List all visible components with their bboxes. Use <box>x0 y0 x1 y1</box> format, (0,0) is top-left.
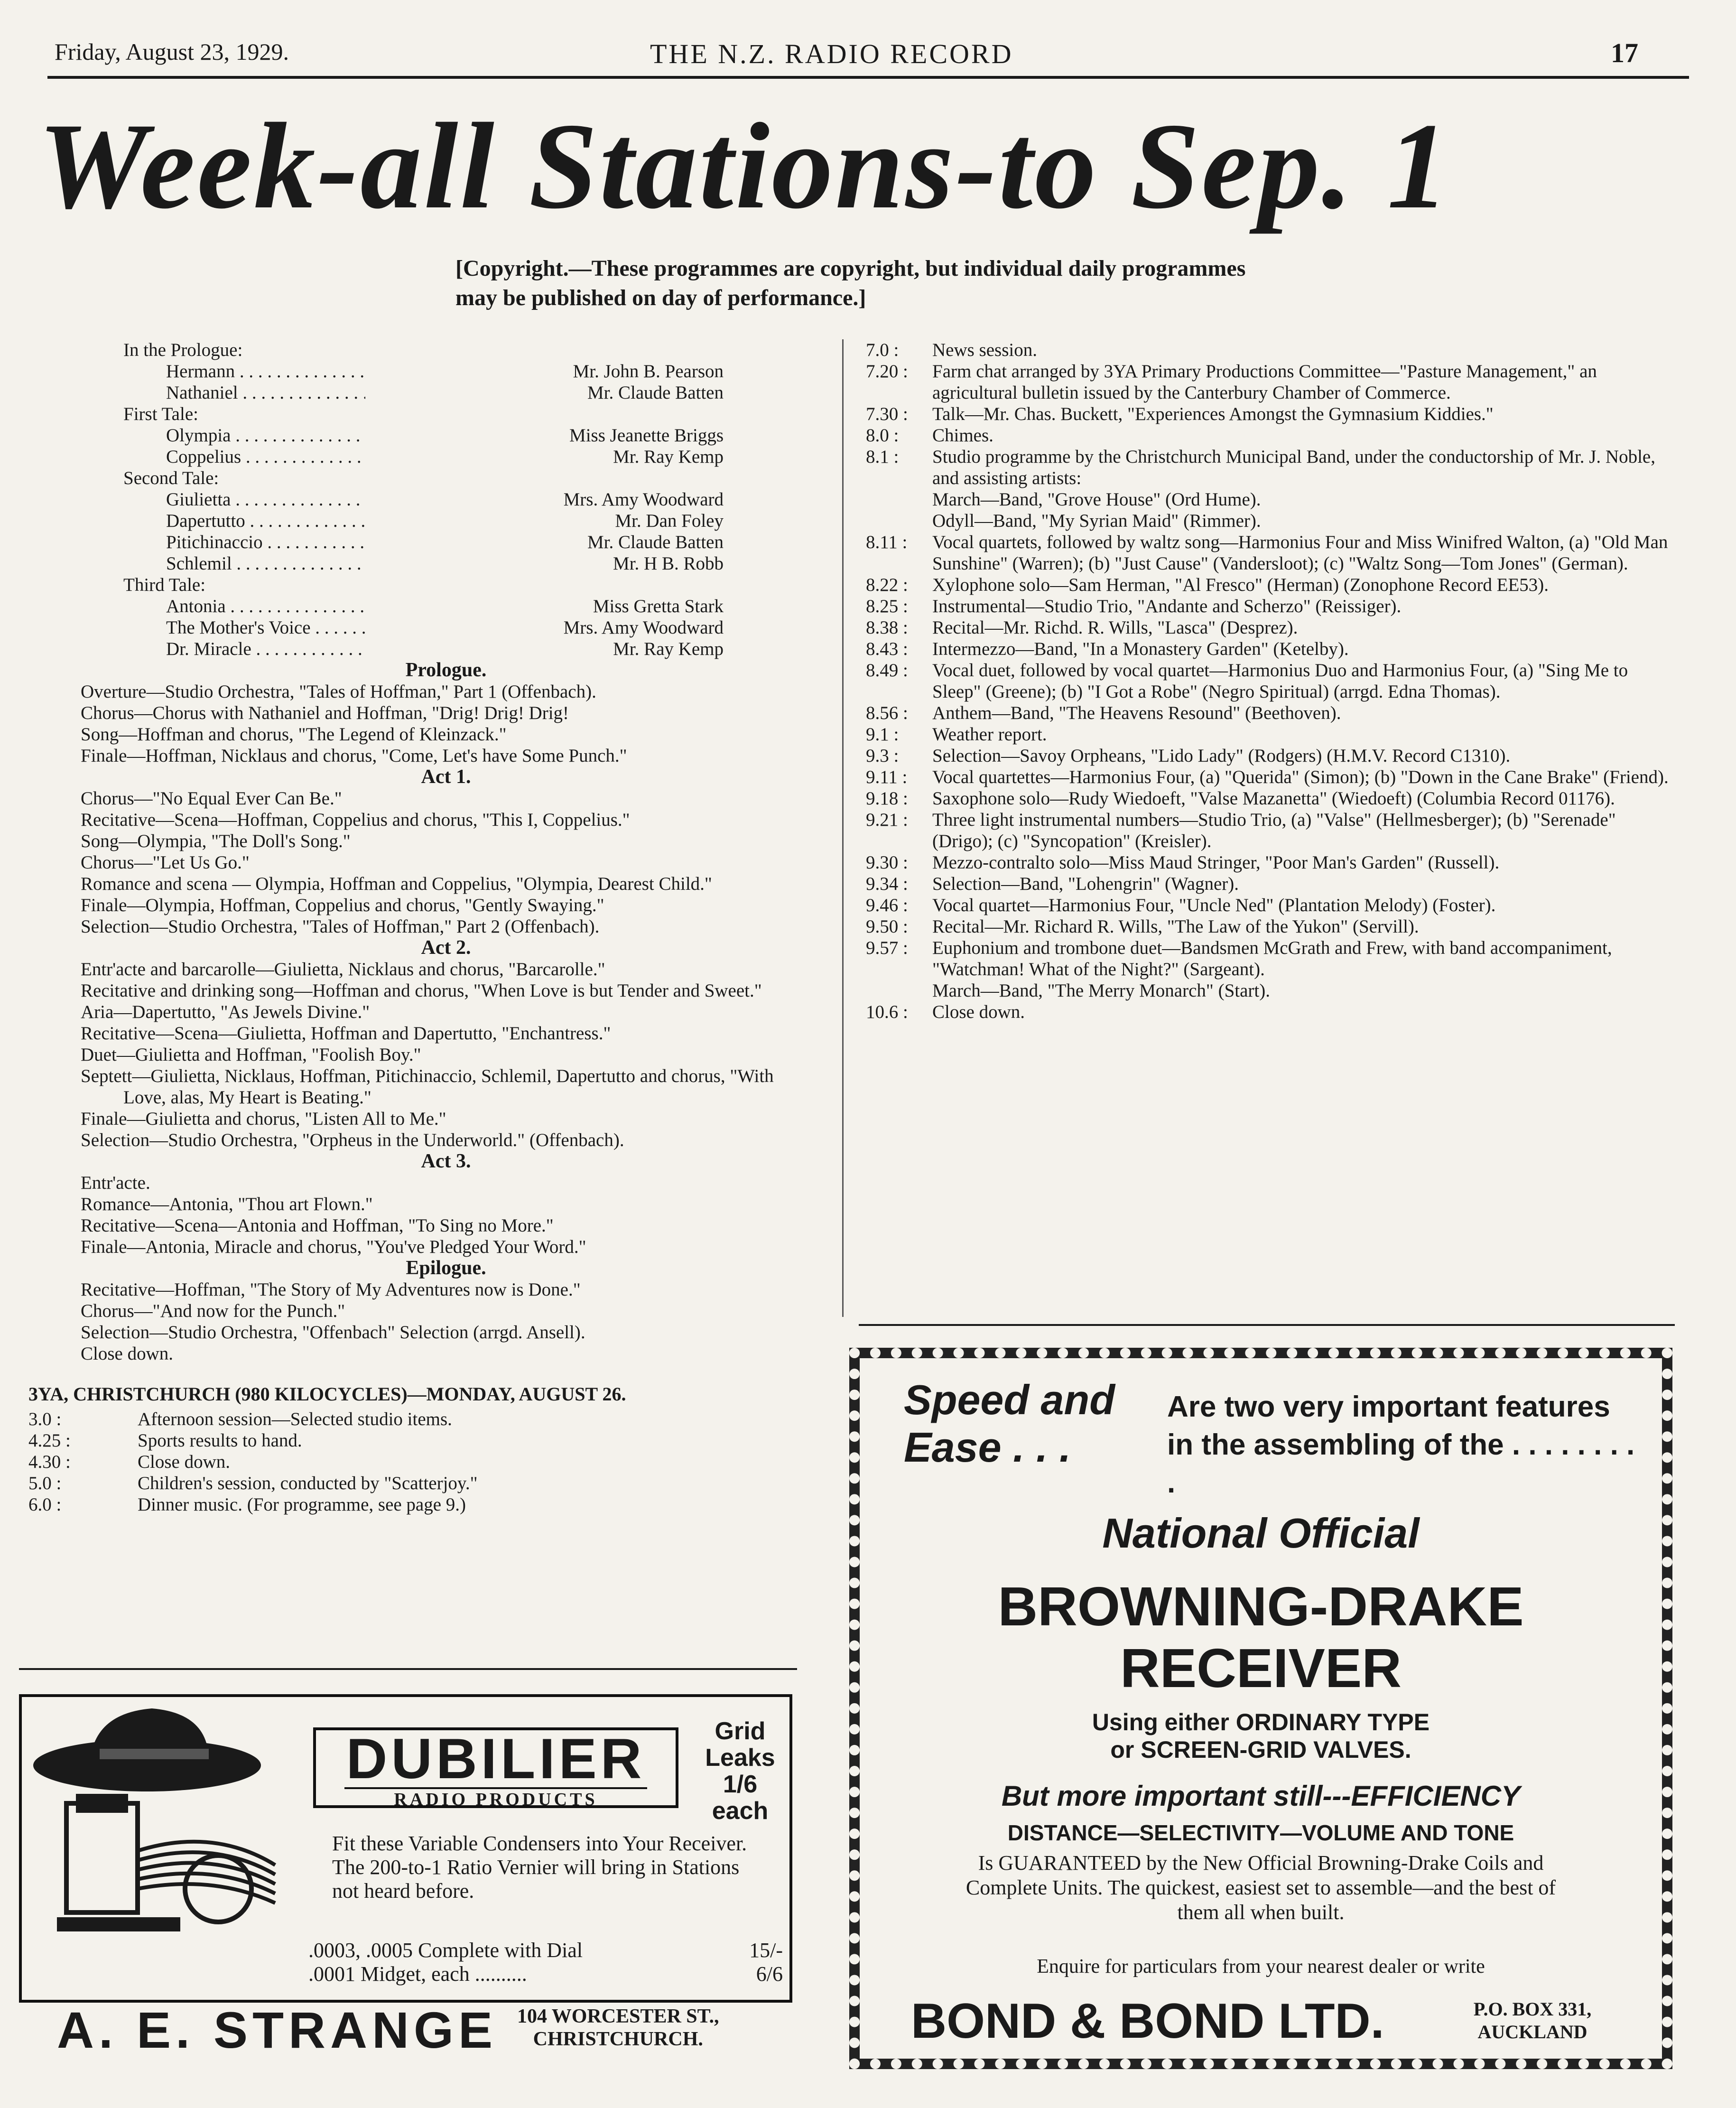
schedule-text: Close down. <box>138 1452 230 1472</box>
schedule-text: Close down. <box>932 1002 1025 1022</box>
price-row <box>308 1939 783 1962</box>
schedule-time: 8.11 : <box>866 532 908 552</box>
schedule-row <box>866 574 1672 596</box>
schedule-time: 4.25 : <box>28 1430 71 1451</box>
programme-item: Entr'acte. <box>81 1173 150 1193</box>
left-end-rule <box>19 1668 797 1670</box>
programme-item: Selection—Studio Orchestra, "Offenbach" Selection (arrgd. Ansell). <box>81 1322 585 1343</box>
schedule-row <box>866 617 1672 638</box>
cast-role: Giulietta . . . <box>81 489 365 510</box>
programme-item: Chorus—"Let Us Go." <box>81 852 250 873</box>
schedule-text: Intermezzo—Band, "In a Monastery Garden" (Ketelby). <box>932 639 1349 659</box>
schedule-time: 9.46 : <box>866 895 908 915</box>
schedule-time <box>866 489 932 510</box>
dealer-address-line: CHRISTCHURCH. <box>533 2028 703 2050</box>
schedule-row <box>866 895 1672 916</box>
cast-actor: Mr. John B. Pearson <box>573 361 724 382</box>
valve-options <box>849 1708 1672 1763</box>
schedule-time <box>866 510 932 532</box>
dealer-address-line: 104 WORCESTER ST., <box>517 2005 719 2027</box>
programme-item: Romance and scena — Olympia, Hoffman and Coppelius, "Olympia, Dearest Child." <box>81 874 712 894</box>
programme-item: Finale—Hoffman, Nicklaus and chorus, "Come, Let's have Some Punch." <box>81 746 627 766</box>
programme-item: Chorus—"No Equal Ever Can Be." <box>81 788 342 809</box>
speed-and-ease-slogan <box>904 1376 1141 1471</box>
schedule-time: 7.0 : <box>866 340 899 360</box>
page-banner: Week-all Stations-to Sep. 1 <box>38 98 1451 234</box>
cast-heading: Second Tale: <box>123 468 219 488</box>
price-value: 6/6 <box>756 1962 783 1986</box>
schedule-text: Selection—Band, "Lohengrin" (Wagner). <box>932 874 1239 894</box>
schedule-time: 4.30 : <box>28 1452 71 1472</box>
schedule-time: 9.50 : <box>866 916 908 937</box>
schedule-time: 5.0 : <box>28 1473 62 1493</box>
cast-role: Coppelius . . . <box>81 446 365 467</box>
cast-role: Schlemil . . . <box>81 553 365 574</box>
schedule-text: Chimes. <box>932 425 993 446</box>
programme-item: Finale—Giulietta and chorus, "Listen All to Me." <box>81 1109 446 1129</box>
schedule-text: Children's session, conducted by "Scatterjoy." <box>138 1473 478 1493</box>
schedule-text: Euphonium and trombone duet—Bandsmen McGrath and Frew, with band accompaniment, "Watchman! What of the Night?" (Sargeant). <box>932 938 1612 979</box>
schedule-row <box>28 1451 811 1473</box>
programme-item: Finale—Olympia, Hoffman, Coppelius and chorus, "Gently Swaying." <box>81 895 604 915</box>
cast-row <box>81 638 811 660</box>
schedule-time: 8.56 : <box>866 703 908 723</box>
publication-title: THE N.Z. RADIO RECORD <box>650 38 1013 69</box>
company-name: BOND & BOND LTD. <box>911 1994 1384 2049</box>
cast-role: Olympia . . . <box>81 425 365 446</box>
schedule-text: Sports results to hand. <box>138 1430 302 1451</box>
schedule-row <box>866 873 1672 895</box>
schedule-time: 8.49 : <box>866 660 908 681</box>
schedule-time: 8.0 : <box>866 425 899 446</box>
schedule-row <box>866 425 1672 446</box>
national-official: National Official <box>1102 1510 1420 1557</box>
cast-role: Nathaniel . . . <box>81 382 365 403</box>
schedule-row <box>866 489 1672 510</box>
schedule-row <box>866 510 1672 532</box>
distance-features: DISTANCE—SELECTIVITY—VOLUME AND TONE <box>1007 1820 1514 1845</box>
grid-leaks-line: Grid <box>715 1717 766 1745</box>
cast-row <box>81 425 811 446</box>
programme-item: Duet—Giulietta and Hoffman, "Foolish Boy." <box>81 1045 421 1065</box>
programme-item: Close down. <box>81 1343 173 1364</box>
schedule-text: Studio programme by the Christchurch Municipal Band, under the conductorship of Mr. J. Noble, and assisting artists: <box>932 447 1655 488</box>
schedule-row <box>866 532 1672 574</box>
schedule-text: Talk—Mr. Chas. Buckett, "Experiences Amongst the Gymnasium Kiddies." <box>932 404 1494 424</box>
product-name-line: RECEIVER <box>1120 1637 1402 1699</box>
valve-options-line: Using either ORDINARY TYPE <box>1092 1709 1430 1735</box>
cast-actor: Miss Jeanette Briggs <box>569 425 724 446</box>
dubilier-price-list <box>308 1939 783 1986</box>
programme-end-rule <box>859 1324 1675 1326</box>
cast-role: Hermann . . . <box>81 361 365 382</box>
schedule-text: News session. <box>932 340 1037 360</box>
programme-item: Septett—Giulietta, Nicklaus, Hoffman, Pitichinaccio, Schlemil, Dapertutto and chorus, "With Love, alas, My Heart is Beating." <box>81 1066 774 1108</box>
cast-actor: Miss Gretta Stark <box>593 596 724 616</box>
programme-item: Overture—Studio Orchestra, "Tales of Hoffman," Part 1 (Offenbach). <box>81 681 596 702</box>
schedule-time: 8.1 : <box>866 447 899 467</box>
slogan-line: Speed and <box>904 1376 1115 1423</box>
section-title: Act 2. <box>421 937 471 959</box>
product-name <box>849 1576 1672 1699</box>
schedule-time: 9.57 : <box>866 938 908 958</box>
schedule-text: Dinner music. (For programme, see page 9.) <box>138 1494 466 1515</box>
grid-leaks-offer <box>697 1718 783 1824</box>
schedule-row <box>866 1001 1672 1023</box>
section-title: Act 3. <box>421 1150 471 1172</box>
price-row <box>308 1962 783 1986</box>
cast-row <box>81 361 811 382</box>
grid-leaks-line: 1/6 <box>723 1771 758 1798</box>
valve-options-line: or SCREEN-GRID VALVES. <box>1110 1736 1411 1763</box>
schedule-row <box>866 937 1672 980</box>
schedule-row <box>866 724 1672 745</box>
schedule-row <box>866 446 1672 489</box>
schedule-row <box>866 788 1672 809</box>
schedule-text: Mezzo-contralto solo—Miss Maud Stringer, "Poor Man's Garden" (Russell). <box>932 852 1500 873</box>
schedule-time: 9.21 : <box>866 810 908 830</box>
schedule-text: March—Band, "Grove House" (Ord Hume). <box>932 489 1261 510</box>
price-item: .0003, .0005 Complete with Dial <box>308 1939 583 1962</box>
price-value: 15/- <box>749 1939 783 1962</box>
schedule-time: 9.30 : <box>866 852 908 873</box>
schedule-text: Recital—Mr. Richard R. Wills, "The Law of the Yukon" (Servill). <box>932 916 1419 937</box>
programme-item: Song—Hoffman and chorus, "The Legend of Kleinzack." <box>81 724 507 745</box>
schedule-row <box>28 1408 811 1430</box>
schedule-row <box>866 916 1672 937</box>
programme-item: Selection—Studio Orchestra, "Orpheus in the Underworld." (Offenbach). <box>81 1130 624 1150</box>
programme-item: Finale—Antonia, Miracle and chorus, "You've Pledged Your Word." <box>81 1237 586 1257</box>
dubilier-brand: DUBILIER <box>346 1727 646 1791</box>
product-name-line: BROWNING-DRAKE <box>998 1576 1524 1637</box>
page-number: 17 <box>1611 37 1638 68</box>
schedule-time: 7.30 : <box>866 404 908 424</box>
cast-actor: Mr. Ray Kemp <box>613 639 724 659</box>
schedule-time: 3.0 : <box>28 1409 62 1429</box>
programme-item: Chorus—Chorus with Nathaniel and Hoffman, "Drig! Drig! Drig! <box>81 703 569 723</box>
schedule-time <box>866 980 932 1001</box>
dubilier-body-text: Fit these Variable Condensers into Your Receiver. The 200-to-1 Ratio Vernier will bring in Stations not heard before. <box>332 1832 747 1903</box>
cast-heading: Third Tale: <box>123 575 206 595</box>
schedule-text: Selection—Savoy Orpheans, "Lido Lady" (Rodgers) (H.M.V. Record C1310). <box>932 746 1511 766</box>
schedule-time: 9.34 : <box>866 874 908 894</box>
schedule-text: Three light instrumental numbers—Studio Trio, (a) "Valse" (Hellmesberger); (b) "Serenade" (Drigo); (c) "Syncopation" (Kreisler). <box>932 810 1616 851</box>
cast-row <box>81 553 811 574</box>
schedule-text: Weather report. <box>932 724 1047 745</box>
schedule-row <box>866 361 1672 403</box>
cast-role: Pitichinaccio . . . <box>81 532 365 553</box>
schedule-time: 7.20 : <box>866 361 908 382</box>
section-title: Prologue. <box>405 659 487 681</box>
programme-item: Romance—Antonia, "Thou art Flown." <box>81 1194 373 1214</box>
schedule-text: Recital—Mr. Richd. R. Wills, "Lasca" (Desprez). <box>932 617 1298 638</box>
schedule-time: 6.0 : <box>28 1494 62 1515</box>
schedule-text: Odyll—Band, "My Syrian Maid" (Rimmer). <box>932 511 1261 531</box>
hat-condenser-illustration-icon <box>28 1708 294 1955</box>
programme-item: Recitative—Scena—Hoffman, Coppelius and chorus, "This I, Coppelius." <box>81 810 630 830</box>
grid-leaks-line: each <box>712 1797 769 1825</box>
schedule-time: 10.6 : <box>866 1002 908 1022</box>
features-text: Are two very important features in the assembling of the . . . . . . . . . <box>1167 1390 1635 1499</box>
cast-actor: Mrs. Amy Woodward <box>563 489 724 510</box>
cast-row <box>81 532 811 553</box>
programme-item: Aria—Dapertutto, "As Jewels Divine." <box>81 1002 370 1022</box>
station-heading: 3YA, CHRISTCHURCH (980 KILOCYCLES)—MONDAY, AUGUST 26. <box>28 1383 626 1405</box>
schedule-text: Anthem—Band, "The Heavens Resound" (Beethoven). <box>932 703 1341 723</box>
schedule-time: 8.22 : <box>866 575 908 595</box>
cast-row <box>81 617 811 638</box>
cast-actor: Mr. H B. Robb <box>613 553 724 574</box>
company-address-line: P.O. BOX 331, <box>1473 1998 1592 2020</box>
schedule-time: 8.43 : <box>866 639 908 659</box>
cast-role: Dapertutto . . . <box>81 510 365 532</box>
schedule-text: Vocal quartet—Harmonius Four, "Uncle Ned" (Plantation Melody) (Foster). <box>932 895 1496 915</box>
dubilier-brand-sub: RADIO PRODUCTS <box>344 1787 647 1810</box>
schedule-text: Xylophone solo—Sam Herman, "Al Fresco" (Herman) (Zonophone Record EE53). <box>932 575 1549 595</box>
schedule-text: Instrumental—Studio Trio, "Andante and Scherzo" (Reissiger). <box>932 596 1402 616</box>
company-address <box>1433 1998 1632 2043</box>
enquire-text: Enquire for particulars from your nearest dealer or write <box>1037 1956 1485 1977</box>
schedule-row <box>866 638 1672 660</box>
issue-date: Friday, August 23, 1929. <box>55 38 289 65</box>
dubilier-logo <box>313 1727 678 1808</box>
cast-row <box>81 446 811 467</box>
evening-schedule <box>866 339 1672 1023</box>
programme-item: Recitative—Scena—Giulietta, Hoffman and Dapertutto, "Enchantress." <box>81 1023 611 1044</box>
left-column <box>28 339 811 1515</box>
page-header <box>0 0 1736 85</box>
efficiency-slogan: But more important still---EFFICIENCY <box>1001 1780 1521 1812</box>
schedule-row <box>866 660 1672 702</box>
right-column <box>866 339 1672 1023</box>
schedule-row <box>866 980 1672 1001</box>
schedule-text: Saxophone solo—Rudy Wiedoeft, "Valse Mazanetta" (Wiedoeft) (Columbia Record 01176). <box>932 788 1615 809</box>
schedule-row <box>28 1473 811 1494</box>
schedule-row <box>866 809 1672 852</box>
schedule-row <box>28 1494 811 1515</box>
cast-actor: Mr. Ray Kemp <box>613 447 724 467</box>
programme-item: Song—Olympia, "The Doll's Song." <box>81 831 351 851</box>
schedule-text: Farm chat arranged by 3YA Primary Productions Committee—"Pasture Management," an agricultural bulletin issued by the Canterbury Chamber of Commerce. <box>932 361 1597 403</box>
dealer-name: A. E. STRANGE <box>57 2001 498 2059</box>
schedule-row <box>866 403 1672 425</box>
schedule-row <box>866 702 1672 724</box>
cast-row <box>81 489 811 510</box>
programme-item: Chorus—"And now for the Punch." <box>81 1301 345 1321</box>
schedule-time: 9.3 : <box>866 746 899 766</box>
schedule-row <box>866 339 1672 361</box>
programme-item: Selection—Studio Orchestra, "Tales of Hoffman," Part 2 (Offenbach). <box>81 916 600 937</box>
grid-leaks-line: Leaks <box>705 1744 775 1772</box>
schedule-text: Vocal quartettes—Harmonius Four, (a) "Querida" (Simon); (b) "Down in the Cane Brake" (Friend). <box>932 767 1669 787</box>
schedule-text: Vocal duet, followed by vocal quartet—Harmonius Duo and Harmonius Four, (a) "Sing Me to Sleep" (Greene); (b) "I Got a Robe" (Negro Spiritual) (arrgd. Edna Thomas). <box>932 660 1628 702</box>
cast-row <box>81 510 811 532</box>
programme-item: Recitative—Hoffman, "The Story of My Adventures now is Done." <box>81 1279 581 1300</box>
schedule-row <box>866 766 1672 788</box>
cast-list <box>81 339 811 660</box>
section-title: Epilogue. <box>406 1257 486 1279</box>
schedule-time: 9.1 : <box>866 724 899 745</box>
programme-item: Recitative and drinking song—Hoffman and chorus, "When Love is but Tender and Sweet." <box>81 980 762 1001</box>
schedule-text: March—Band, "The Merry Monarch" (Start). <box>932 980 1270 1001</box>
company-address-line: AUCKLAND <box>1477 2021 1587 2043</box>
copyright-notice: [Copyright.—These programmes are copyright, but individual daily programmes may be published on day of performance.] <box>455 256 1246 310</box>
schedule-time: 8.25 : <box>866 596 908 616</box>
header-rule <box>47 76 1689 79</box>
cast-actor: Mrs. Amy Woodward <box>563 617 724 638</box>
schedule-text: Vocal quartets, followed by waltz song—Harmonius Four and Miss Winifred Walton, (a) "Old Man Sunshine" (Warren); (b) "Just Cause" (Vandersloot); (c) "Waltz Song—Tom Jones" (German). <box>932 532 1668 574</box>
schedule-time: 9.18 : <box>866 788 908 809</box>
section-title: Act 1. <box>421 766 471 788</box>
schedule-row <box>866 596 1672 617</box>
price-item: .0001 Midget, each .......... <box>308 1962 527 1986</box>
column-divider <box>842 339 844 1317</box>
programme-item: Entr'acte and barcarolle—Giulietta, Nicklaus and chorus, "Barcarolle." <box>81 959 605 979</box>
schedule-row <box>866 852 1672 873</box>
cast-role: Dr. Miracle . . . <box>81 638 365 660</box>
cast-row <box>81 382 811 403</box>
cast-actor: Mr. Claude Batten <box>587 382 724 403</box>
cast-actor: Mr. Claude Batten <box>587 532 724 552</box>
slogan-line: Ease . . . <box>904 1424 1071 1471</box>
dealer-address <box>517 2005 719 2051</box>
schedule-row <box>866 745 1672 766</box>
cast-role: The Mother's Voice . . . <box>81 617 365 638</box>
schedule-text: Afternoon session—Selected studio items. <box>138 1409 452 1429</box>
station-schedule <box>28 1408 811 1515</box>
guarantee-text: Is GUARANTEED by the New Official Browning-Drake Coils and Complete Units. The quickest, easiest set to assemble—and the best of them all when built. <box>965 1851 1556 1924</box>
schedule-time: 9.11 : <box>866 767 908 787</box>
opera-programme <box>81 660 811 1364</box>
cast-row <box>81 596 811 617</box>
programme-item: Recitative—Scena—Antonia and Hoffman, "To Sing no More." <box>81 1215 554 1236</box>
cast-actor: Mr. Dan Foley <box>615 511 724 531</box>
schedule-row <box>28 1430 811 1451</box>
cast-heading: First Tale: <box>123 404 198 424</box>
cast-role: Antonia . . . <box>81 596 365 617</box>
cast-heading: In the Prologue: <box>123 340 243 360</box>
schedule-time: 8.38 : <box>866 617 908 638</box>
